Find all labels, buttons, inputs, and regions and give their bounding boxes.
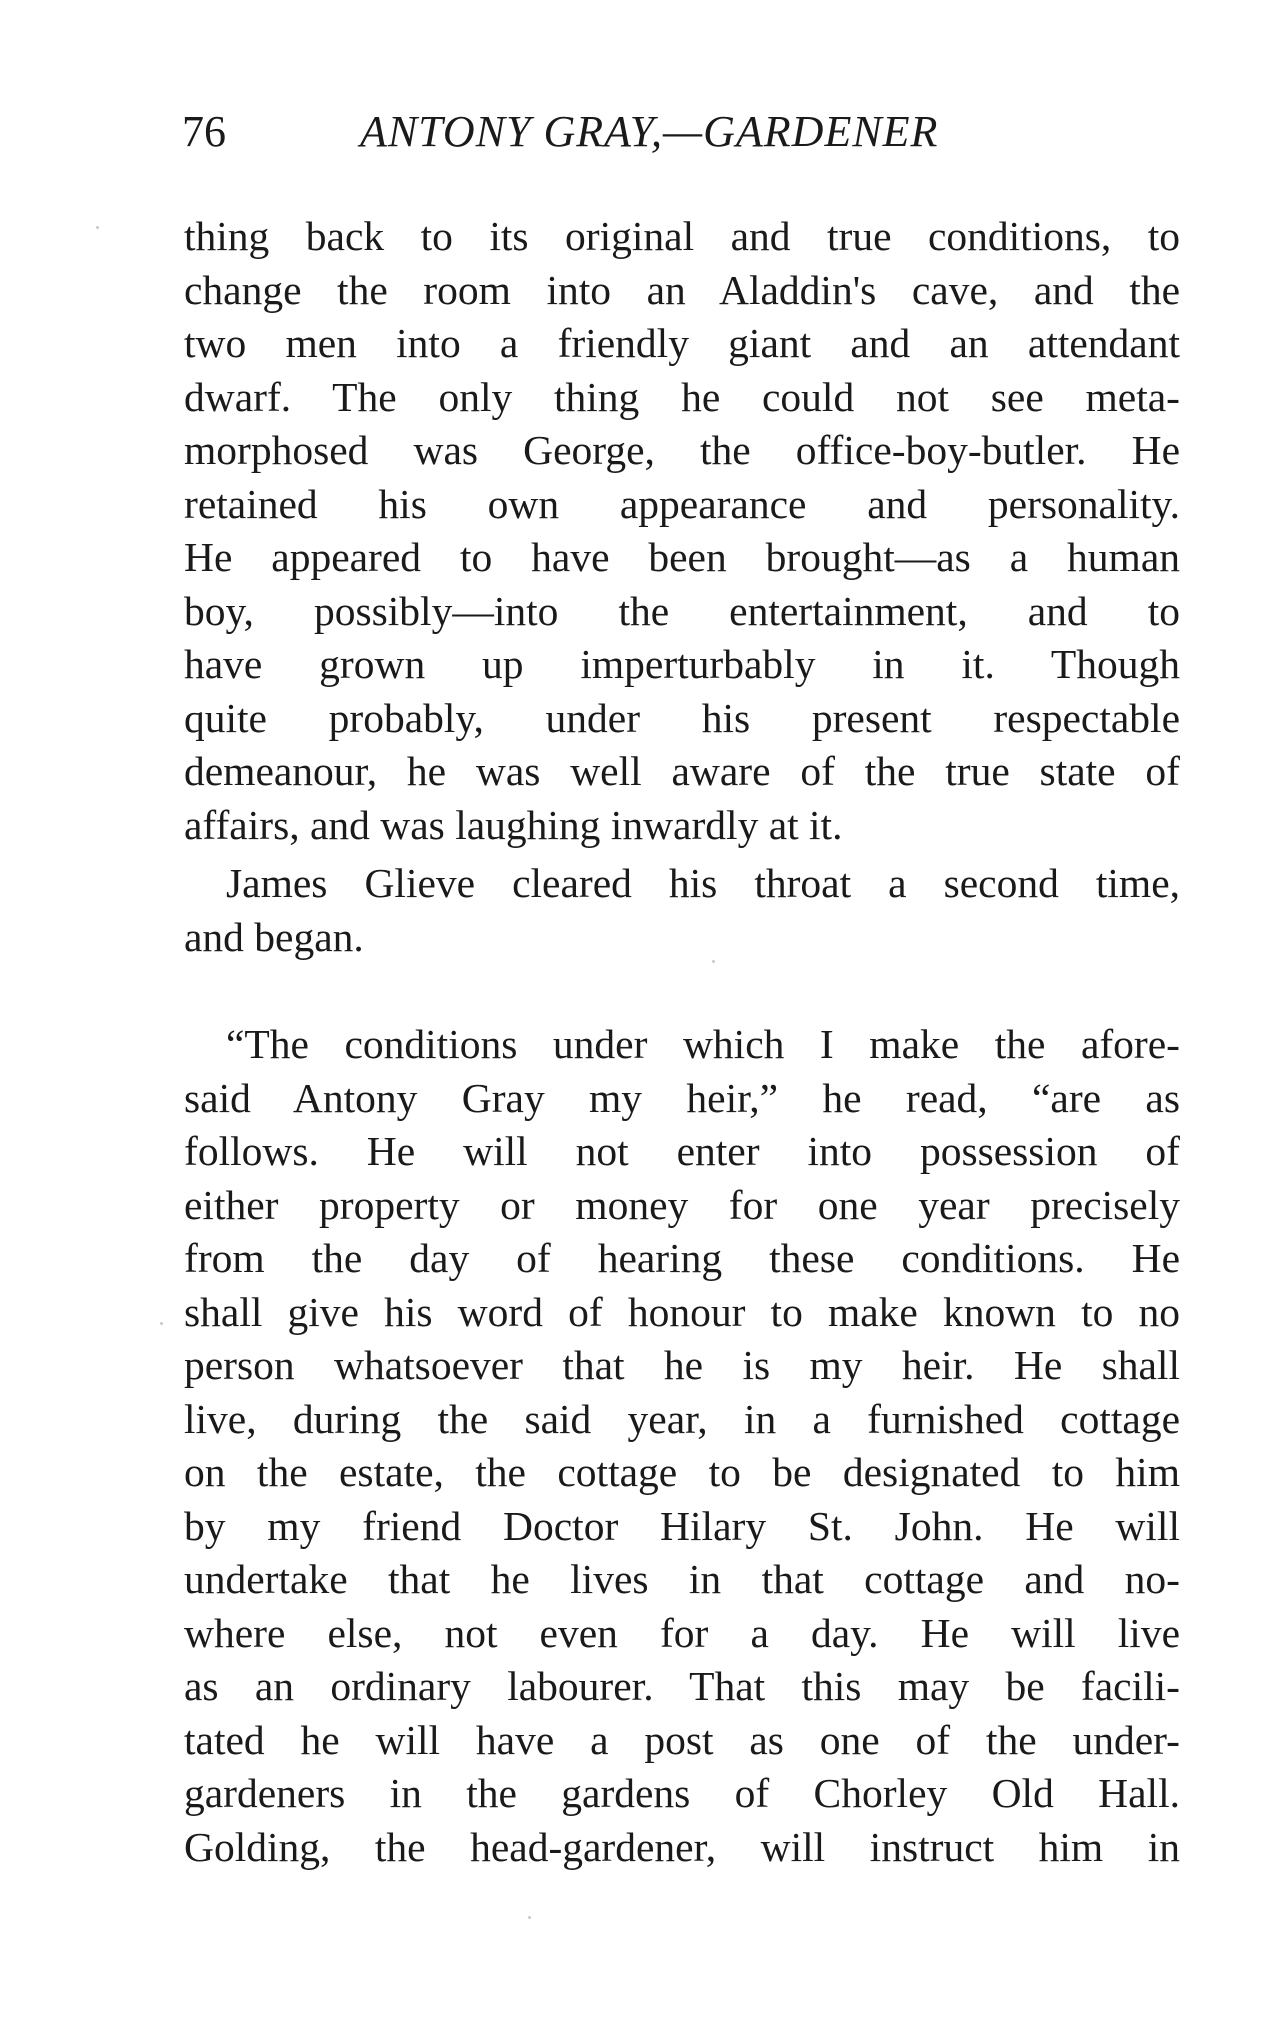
- scan-speck: [160, 1322, 163, 1325]
- text-line: from the day of hearing these conditions. He: [184, 1235, 1180, 1281]
- text-line: two men into a friendly giant and an attendant: [184, 320, 1180, 366]
- text-line: He appeared to have been brought—as a human: [184, 534, 1180, 580]
- text-line: thing back to its original and true conditions, to: [184, 213, 1180, 259]
- text-line: said Antony Gray my heir,” he read, “are as: [184, 1074, 1180, 1121]
- text-line: shall give his word of honour to make known to no: [184, 1288, 1180, 1335]
- text-line: Golding, the head-gardener, will instruct him in: [184, 1823, 1180, 1870]
- text-line: gardeners in the gardens of Chorley Old Hall.: [184, 1770, 1180, 1816]
- text-line: James Glieve cleared his throat a second time,: [226, 860, 1180, 906]
- text-line: quite probably, under his present respectable: [184, 694, 1180, 741]
- text-line: have grown up imperturbably in it. Though: [184, 641, 1180, 687]
- text-line: where else, not even for a day. He will live: [184, 1609, 1180, 1656]
- text-line: affairs, and was laughing inwardly at it.: [184, 801, 843, 848]
- paragraph-2: [184, 857, 1180, 964]
- text-line: morphosed was George, the office-boy-butler. He: [184, 427, 1180, 473]
- text-line: either property or money for one year precisely: [184, 1181, 1180, 1228]
- text-line: boy, possibly—into the entertainment, and to: [184, 587, 1180, 634]
- text-line: “The conditions under which I make the afore-: [226, 1021, 1180, 1067]
- text-line: by my friend Doctor Hilary St. John. He will: [184, 1502, 1180, 1549]
- page-header: [182, 102, 1182, 162]
- text-line: as an ordinary labourer. That this may be facili-: [184, 1663, 1180, 1709]
- text-line: change the room into an Aladdin's cave, and the: [184, 266, 1180, 313]
- text-line: and began.: [184, 913, 364, 960]
- text-line: dwarf. The only thing he could not see meta-: [184, 373, 1180, 420]
- scan-speck: [712, 960, 715, 963]
- paragraph-1: [184, 210, 1180, 852]
- text-line: tated he will have a post as one of the under-: [184, 1716, 1180, 1763]
- scan-speck: [528, 1916, 531, 1919]
- text-line: retained his own appearance and personality.: [184, 480, 1180, 527]
- text-line: demeanour, he was well aware of the true state of: [184, 748, 1180, 794]
- text-line: person whatsoever that he is my heir. He shall: [184, 1342, 1180, 1388]
- text-line: on the estate, the cottage to be designated to him: [184, 1449, 1180, 1495]
- text-line: live, during the said year, in a furnished cottage: [184, 1395, 1180, 1442]
- paragraph-3: [184, 1018, 1180, 1874]
- running-title: ANTONY GRAY,—GARDENER: [360, 107, 939, 156]
- text-line: undertake that he lives in that cottage and no-: [184, 1556, 1180, 1602]
- page-number: 76: [182, 107, 226, 156]
- text-line: follows. He will not enter into possession of: [184, 1128, 1180, 1174]
- scan-speck: [96, 226, 99, 229]
